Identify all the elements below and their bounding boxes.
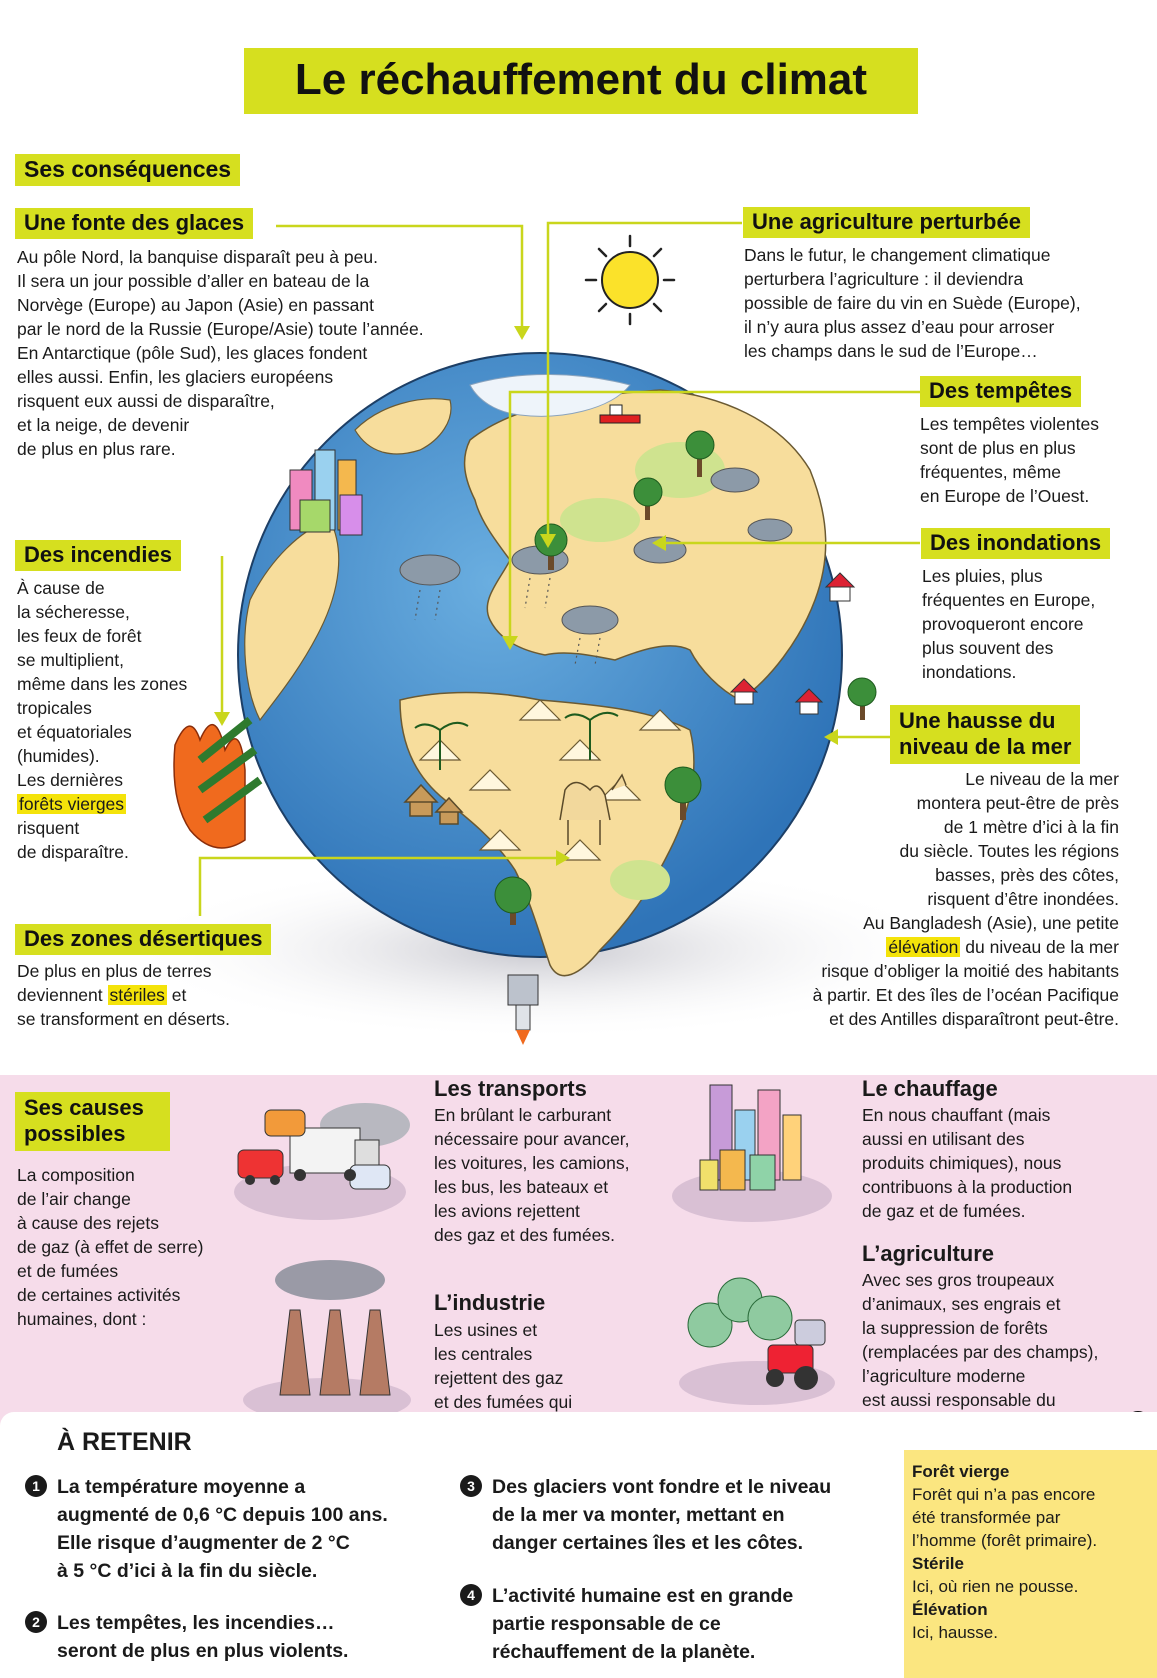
causes-heading: Ses causes possibles: [15, 1092, 170, 1151]
page-title: Le réchauffement du climat: [244, 48, 918, 114]
highlight-steriles: stériles: [109, 985, 165, 1005]
tempetes-text: Les tempêtes violentes sont de plus en plus fréquentes, même en Europe de l’Ouest.: [920, 414, 1099, 506]
highlight-elevation: élévation: [888, 937, 959, 957]
retenir-item-2: 2 Les tempêtes, les incendies… seront de plus en plus violents.: [25, 1609, 445, 1665]
desert-text: De plus en plus de terres deviennent stériles et se transforment en déserts.: [17, 961, 231, 1029]
fonte-label: Une fonte des glaces: [15, 208, 253, 239]
glossary-term: Élévation: [912, 1600, 988, 1619]
retenir-item-1: 1 La température moyenne a augmenté de 0,6 °C depuis 100 ans. Elle risque d’augmenter de 2 °C à 5 °C d’ici à la fin du siècle.: [25, 1473, 445, 1585]
transports-text: En brûlant le carburant nécessaire pour avancer, les voitures, les camions, les bus, les bateaux et les avions rejettent des gaz et des fumées.: [434, 1105, 630, 1245]
agriculture-text: Dans le futur, le changement climatique perturbera l’agriculture : il deviendra possible de faire du vin en Suède (Europe), il n’y aura plus assez d’eau pour arroser les champs dans le sud de l’Europe…: [744, 245, 1081, 361]
fonte-text: Au pôle Nord, la banquise disparaît peu à peu. Il sera un jour possible d’aller en bateau de la Norvège (Europe) au Japon (Asie) en passant par le nord de la Russie (Europe/Asie) toute l’année. En Antarctique (pôle Sud), les glaces fondent elles aussi. Enfin, les glaciers européens risquent eux aussi de disparaître, et la neige, de devenir de plus en plus rare.: [17, 247, 424, 459]
chauffage-text: En nous chauffant (mais aussi en utilisant des produits chimiques), nous contribuons à la production de gaz et de fumées.: [862, 1105, 1073, 1221]
desert-label: Des zones désertiques: [15, 924, 271, 955]
mer-label: Une hausse du niveau de la mer: [890, 705, 1080, 764]
consequences-heading: Ses conséquences: [15, 154, 240, 186]
glossary-text: Forêt vierge Forêt qui n’a pas encore été transformée par l’homme (forêt primaire). Stérile Ici, où rien ne pousse. Élévation Ici, hausse.: [912, 1460, 1152, 1644]
agriculture-label: Une agriculture perturbée: [743, 207, 1030, 238]
incendies-text: À cause de la sécheresse, les feux de forêt se multiplient, même dans les zones tropicales et équatoriales (humides). Les dernières forêts vierges risquent de disparaître.: [17, 578, 188, 862]
transport-illustration: [234, 1103, 410, 1220]
inondations-label: Des inondations: [921, 528, 1110, 559]
inondations-text: Les pluies, plus fréquentes en Europe, provoqueront encore plus souvent des inondations.: [922, 566, 1096, 682]
causes-intro: La composition de l’air change à cause des rejets de gaz (à effet de serre) et de fumées de certaines activités humaines, dont :: [17, 1165, 204, 1329]
retenir-item-3: 3 Des glaciers vont fondre et le niveau de la mer va monter, mettant en danger certaines îles et les côtes.: [460, 1473, 900, 1557]
industry-illustration: [243, 1260, 411, 1422]
heating-city-illustration: [672, 1085, 832, 1222]
transports-title: Les transports: [434, 1076, 587, 1101]
agriculture-illustration: [679, 1278, 835, 1405]
agriculture-cause-text: Avec ses gros troupeaux d’animaux, ses engrais et la suppression de forêts (remplacées par des champs), l’agriculture moderne est aussi responsable du: [862, 1270, 1099, 1410]
highlight-forets-vierges: forêts vierges: [19, 794, 125, 814]
agriculture-cause-title: L’agriculture: [862, 1241, 995, 1266]
mer-text: Le niveau de la mer montera peut-être de près de 1 mètre d’ici à la fin du siècle. Toutes les régions basses, près des côtes, risquent d’être inondées. Au Bangladesh (Asie), une petite élévation du niveau de la mer risque d’obliger la moitié des habitants à partir. Et des îles de l’océan Pacifique et des Antilles disparaîtront peut-être.: [812, 769, 1119, 1029]
glossary-term: Forêt vierge: [912, 1462, 1010, 1481]
tempetes-label: Des tempêtes: [920, 376, 1081, 407]
chauffage-title: Le chauffage: [862, 1076, 998, 1101]
glossary-term: Stérile: [912, 1554, 964, 1573]
incendies-label: Des incendies: [15, 540, 181, 571]
retenir-heading: À RETENIR: [57, 1428, 192, 1456]
retenir-item-4: 4 L’activité humaine est en grande partie responsable de ce réchauffement de la planète.: [460, 1582, 900, 1666]
industrie-text: Les usines et les centrales rejettent des gaz et des fumées qui: [434, 1320, 573, 1412]
industrie-title: L’industrie: [434, 1290, 546, 1315]
